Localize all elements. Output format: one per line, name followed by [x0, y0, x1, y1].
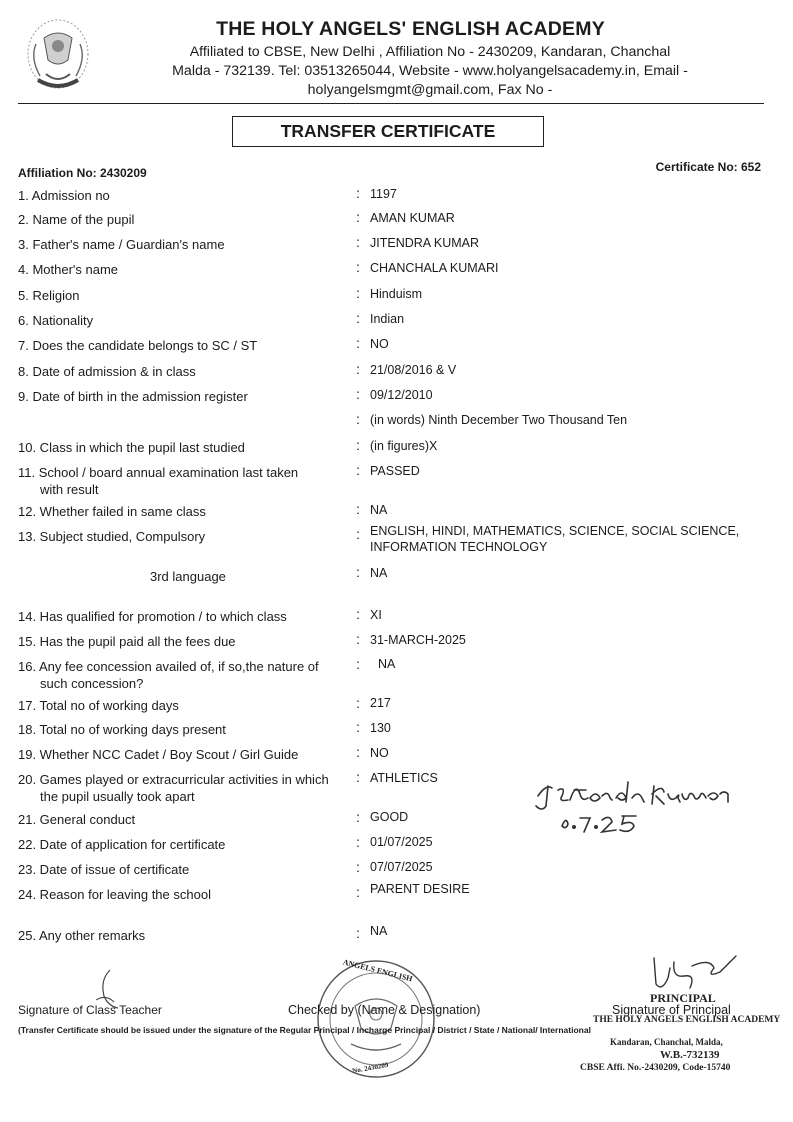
row-colon: : [356, 259, 360, 275]
certificate-number: Certificate No: 652 [655, 160, 761, 174]
affiliation-line-1: Affiliated to CBSE, New Delhi , Affiliation No - 2430209, Kandaran, Chanchal [189, 44, 671, 60]
certificate-title: TRANSFER CERTIFICATE [232, 116, 544, 147]
row-colon: : [356, 526, 360, 542]
row-value: Hinduism [370, 287, 423, 301]
row-value: 21/08/2016 & V [370, 363, 457, 377]
row-label: 18. Total no of working days present [18, 722, 226, 737]
row-label: 13. Subject studied, Compulsory [18, 529, 206, 544]
row-value: ENGLISH, HINDI, MATHEMATICS, SCIENCE, SOCIAL SCIENCE, INFORMATION TECHNOLOGY [370, 524, 740, 554]
row-colon: : [356, 437, 360, 453]
row-label: 12. Whether failed in same class [18, 504, 206, 519]
row-label: 1. Admission no [18, 188, 110, 203]
row-colon: : [356, 695, 360, 711]
header-divider [18, 103, 764, 104]
row-label: 6. Nationality [18, 313, 94, 328]
checked-by-label: Checked by (Name & Designation) [288, 1003, 481, 1017]
principal-stamp-title: PRINCIPAL [650, 991, 716, 1005]
class-teacher-signature-label: Signature of Class Teacher [18, 1003, 162, 1017]
row-label: 14. Has qualified for promotion / to which class [18, 609, 287, 624]
row-colon: : [356, 834, 360, 850]
row-value: NO [370, 337, 389, 351]
row-value: PARENT DESIRE [370, 882, 470, 896]
row-value: NA [378, 657, 396, 671]
row-label: 4. Mother's name [18, 262, 119, 277]
issuance-note: (Transfer Certificate should be issued under the signature of the Regular Principal / Incharge Principal / District / State / National/ International [18, 1025, 591, 1035]
row-label: 19. Whether NCC Cadet / Boy Scout / Girl Guide [18, 747, 299, 762]
row-value: NA [370, 924, 388, 938]
row-colon: : [356, 361, 360, 377]
row-colon: : [356, 809, 360, 825]
row-colon: : [356, 564, 360, 580]
row-value: 01/07/2025 [370, 835, 433, 849]
row-colon: : [356, 285, 360, 301]
row-colon: : [356, 925, 360, 941]
row-label: 2. Name of the pupil [18, 212, 135, 227]
row-value: (in words) Ninth December Two Thousand Ten [370, 413, 628, 427]
row-value: 130 [370, 721, 391, 735]
row-label: 23. Date of issue of certificate [18, 862, 190, 877]
row-value: 09/12/2010 [370, 388, 433, 402]
row-colon: : [356, 411, 360, 427]
row-value: NA [370, 566, 388, 580]
row-colon: : [356, 386, 360, 402]
row-label: 3rd language [150, 569, 226, 584]
row-value: 1197 [370, 187, 397, 201]
row-value: JITENDRA KUMAR [370, 236, 480, 250]
row-value: (in figures)X [370, 439, 438, 453]
row-colon: : [356, 606, 360, 622]
row-colon: : [356, 310, 360, 326]
row-colon: : [356, 234, 360, 250]
school-stamp-affiliation: CBSE Affi. No.-2430209, Code-15740 [580, 1063, 731, 1073]
row-value: ATHLETICS [370, 771, 438, 785]
row-colon: : [356, 335, 360, 351]
parent-signature [532, 776, 772, 836]
row-colon: : [356, 656, 360, 672]
seal-top-text: ANGELS ENGLISH [341, 957, 414, 984]
affiliation-line-2: Malda - 732139. Tel: 03513265044, Website - www.holyangelsacademy.in, Email - [172, 63, 688, 79]
row-value: AMAN KUMAR [370, 211, 455, 225]
row-label: 15. Has the pupil paid all the fees due [18, 634, 236, 649]
row-label: 7. Does the candidate belongs to SC / ST [18, 338, 258, 353]
row-label: 11. School / board annual examination last taken with result [18, 465, 299, 497]
row-colon: : [356, 631, 360, 647]
row-value: 31-MARCH-2025 [370, 633, 466, 647]
row-label: 20. Games played or extracurricular activities in which the pupil usually took apart [18, 772, 329, 804]
row-label: 24. Reason for leaving the school [18, 887, 211, 902]
row-colon: : [356, 769, 360, 785]
school-stamp-pin: W.B.-732139 [660, 1049, 720, 1061]
row-label: 22. Date of application for certificate [18, 837, 226, 852]
affiliation-number: Affiliation No: 2430209 [18, 166, 147, 180]
school-seal [315, 958, 437, 1080]
seal-bottom-text: No. 2430209 [351, 1060, 389, 1076]
row-colon: : [356, 719, 360, 735]
row-label: 16. Any fee concession availed of, if so,the nature of such concession? [18, 659, 319, 691]
row-colon: : [356, 462, 360, 478]
row-label: 10. Class in which the pupil last studied [18, 440, 245, 455]
row-colon: : [356, 501, 360, 517]
row-value: NA [370, 503, 388, 517]
school-stamp-name: THE HOLY ANGELS ENGLISH ACADEMY [593, 1015, 781, 1025]
row-label: 21. General conduct [18, 812, 136, 827]
row-label: 9. Date of birth in the admission register [18, 389, 248, 404]
row-colon: : [356, 744, 360, 760]
row-colon: : [356, 859, 360, 875]
row-value: PASSED [370, 464, 420, 478]
row-value: CHANCHALA KUMARI [370, 261, 499, 275]
school-stamp-place: Kandaran, Chanchal, Malda, [610, 1037, 723, 1047]
row-label: 17. Total no of working days [18, 698, 179, 713]
row-value: XI [370, 608, 382, 622]
row-colon: : [356, 185, 360, 201]
affiliation-line-3: holyangelsmgmt@gmail.com, Fax No - [307, 82, 553, 98]
row-colon: : [356, 209, 360, 225]
row-value: GOOD [370, 810, 409, 824]
row-value: 217 [370, 696, 391, 710]
row-label: 25. Any other remarks [18, 928, 146, 943]
row-value: NO [370, 746, 389, 760]
row-label: 3. Father's name / Guardian's name [18, 237, 225, 252]
row-value: Indian [370, 312, 405, 326]
principal-signature-label: Signature of Principal [612, 1003, 731, 1017]
school-name: THE HOLY ANGELS' ENGLISH ACADEMY [216, 18, 605, 40]
row-label: 5. Religion [18, 288, 80, 303]
row-value: 07/07/2025 [370, 860, 433, 874]
row-colon: : [356, 884, 360, 900]
row-label: 8. Date of admission & in class [18, 364, 196, 379]
